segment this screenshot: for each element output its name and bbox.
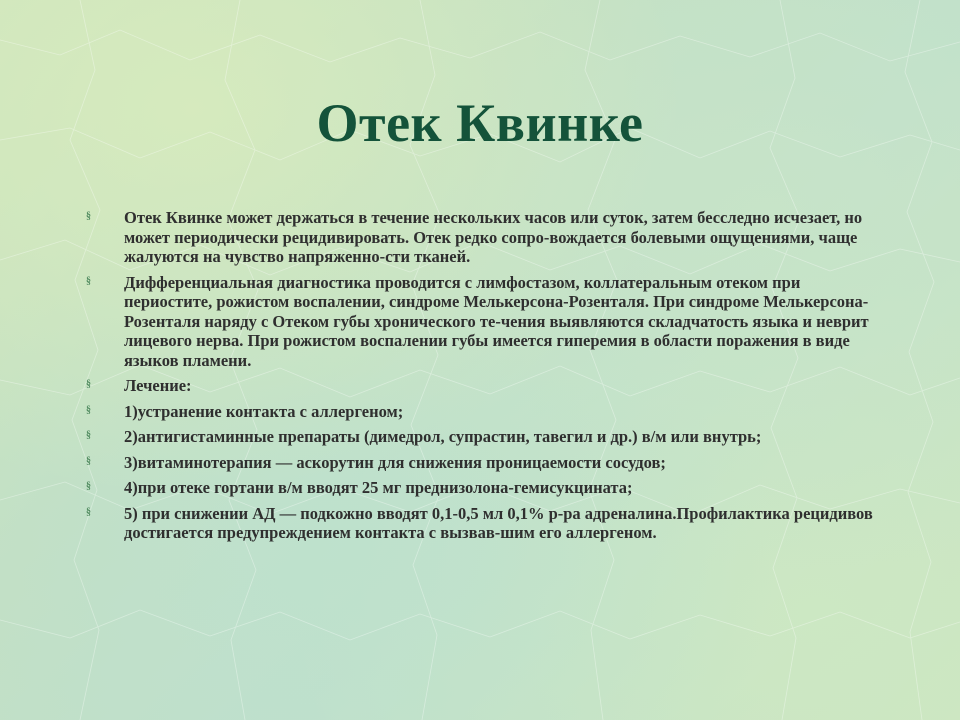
bullet-item-treatment-1 [86,402,886,422]
bullet-item-treatment-5 [86,504,886,543]
bullet-item-treatment-heading [86,376,886,396]
bullet-text: Лечение: [124,376,192,395]
bullet-marker-icon: § [86,211,91,222]
bullet-text: 3)витаминотерапия — аскорутин для снижения проницаемости сосудов; [124,452,666,472]
bullet-item-duration [86,208,886,267]
bullet-marker-icon: § [86,455,91,467]
bullet-text: 4)при отеке гортани в/м вводят 25 мг преднизолона-гемисукцината; [124,478,633,497]
bullet-item-treatment-3 [86,453,886,473]
bullet-list [86,208,886,549]
bullet-text: 1)устранение контакта с аллергеном; [124,401,404,421]
bullet-marker-icon: § [86,404,91,416]
bullet-marker-icon: § [86,430,91,441]
slide-title: Отек Квинке [316,93,644,153]
bullet-text: 5) при снижении АД — подкожно вводят 0,1-0,5 мл 0,1% р-ра адреналина.Профилактика рецидивов достигается предупреждением контакта с вызвав-шим его аллергеном. [124,503,873,542]
bullet-text: 2)антигистаминные препараты (димедрол, супрастин, тавегил и др.) в/м или внутрь; [124,427,762,446]
bullet-item-treatment-4 [86,478,886,498]
bullet-item-treatment-2 [86,427,886,447]
bullet-marker-icon: § [86,481,91,492]
bullet-item-differential-diagnosis [86,273,886,371]
bullet-marker-icon: § [86,506,91,518]
bullet-text: Дифференциальная диагностика проводится с лимфостазом, коллатеральным отеком при периостите, рожистом воспалении, синдроме Мелькерсона-Розенталя. При синдроме Мелькерсона-Розенталя наряду с Отеком губы хронического те-чения выявляются складчатость языка и неврит лицевого нерва. При рожистом воспалении губы имеется гиперемия в области поражения в виде языков пламени. [124,272,869,370]
bullet-marker-icon: § [86,275,91,287]
bullet-marker-icon: § [86,379,91,390]
bullet-text: Отек Квинке может держаться в течение нескольких часов или суток, затем бесследно исчезает, но может периодически рецидивировать. Отек редко сопро-вождается болевыми ощущениями, чаще жалуются на чувство напряженно-сти тканей. [124,208,863,266]
